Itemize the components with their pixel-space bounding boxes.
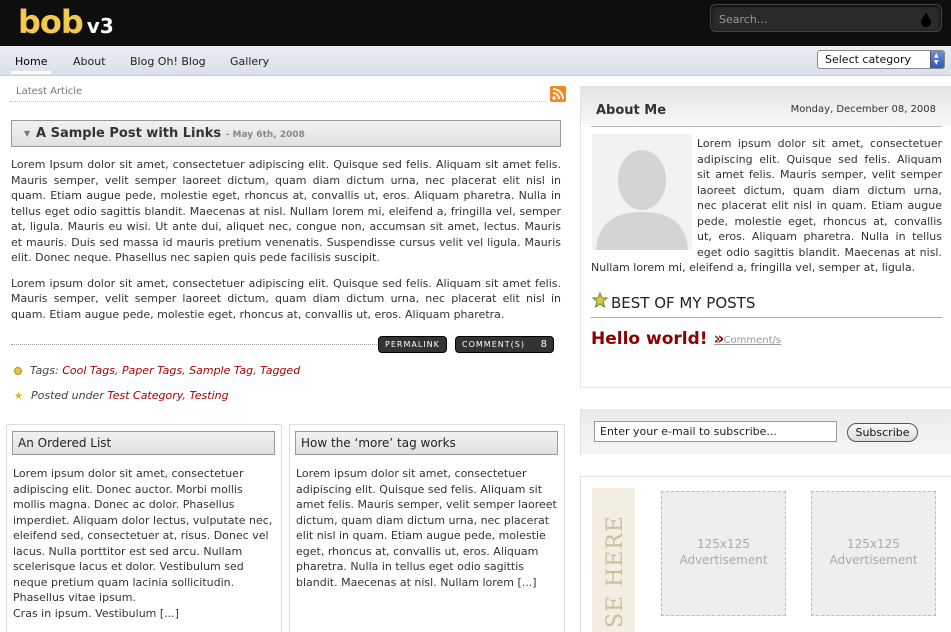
- category-select[interactable]: [817, 50, 945, 69]
- ad-size: 125x125: [697, 537, 750, 551]
- nav-about[interactable]: About: [73, 55, 106, 68]
- divider: [10, 101, 546, 102]
- tag-bullet-icon: [14, 367, 22, 375]
- ads-panel: [580, 476, 951, 632]
- nav-home[interactable]: Home: [15, 55, 48, 68]
- comments-count: 8: [540, 339, 547, 350]
- subscribe-button[interactable]: Subscribe: [847, 423, 918, 442]
- main-nav: [0, 46, 951, 76]
- subscribe-panel: [580, 409, 951, 455]
- post-box: [6, 424, 282, 632]
- ad-label: Advertisement: [829, 553, 918, 567]
- post-tags-row: Tags: Cool Tags, Paper Tags, Sample Tag, Tagged: [14, 364, 300, 377]
- site-logo[interactable]: [18, 3, 114, 41]
- tag-link[interactable]: Tagged: [260, 364, 301, 377]
- ad-slot[interactable]: [661, 491, 786, 616]
- tag-link[interactable]: Sample Tag: [189, 364, 254, 377]
- post-paragraph: Lorem Ipsum dolor sit amet, consectetuer adipiscing elit. Quisque sed felis. Aliquam sit amet felis. Mauris semper, velit semper laoreet dictum, quam diam dictum urna, nec placerat elit nisl in quam. Etiam augue pede, molestie eget, rhoncus at, convallis ut, eros. Aliquam pharetra. Nulla in tellus eget odio sagittis blandit. Maecenas at nisl. Nullam lorem mi, eleifend a, fringilla vel, semper at, ligula. Mauris eu wisi. Ut ante dui, aliquet nec, congue non, accumsan sit amet, lectus. Mauris et mauris. Duis sed massa id mauris pretium venenatis. Suspendisse cursus velit vel ligula. Mauris elit. Donec neque. Phasellus nec sapien quis pede facilisis suscipit.: [11, 158, 561, 264]
- tag-link[interactable]: Cool Tags: [62, 364, 115, 377]
- latest-article-label: Latest Article: [16, 86, 83, 97]
- select-arrows-icon: ▲ ▼: [930, 51, 944, 68]
- tags-prefix: Tags:: [30, 364, 59, 377]
- posted-prefix: Posted under: [30, 389, 104, 402]
- advertise-banner[interactable]: [592, 488, 635, 632]
- about-title: About Me: [596, 103, 667, 118]
- post-body: [11, 157, 561, 332]
- about-me-panel: [580, 86, 951, 388]
- logo-version: v3: [86, 14, 114, 38]
- ad-label: Advertisement: [679, 553, 768, 567]
- search-drop-icon[interactable]: [919, 11, 933, 27]
- rss-icon[interactable]: [550, 86, 566, 102]
- star-bullet-icon: ★: [14, 390, 23, 402]
- best-post-link[interactable]: Hello world! »: [591, 329, 725, 349]
- logo-text: bob: [18, 3, 83, 41]
- divider: [11, 344, 379, 345]
- ad-slot[interactable]: [811, 491, 936, 616]
- post-category-row: ★ Posted under Test Category, Testing: [14, 389, 229, 402]
- box-paragraph: Lorem ipsum dolor sit amet, consectetuer adipiscing elit. Donec auctor. Morbi mollis mollis magna. Donec ac dolor. Phasellus imperdiet. Aliquam dolor lectus, vulputate nec, eleifend sed, consectetuer at, risus. Donec vel lacus. Nulla porttitor est sed arcu. Nullam scelerisque lacus et dolor. Vestibulum sed neque pretium quam lacinia sollicitudin. Phasellus vitae ipsum.: [13, 467, 273, 604]
- category-select-value: Select category: [825, 53, 912, 66]
- box-title[interactable]: An Ordered List: [12, 431, 275, 455]
- best-post-comments[interactable]: 1 Comment/s: [714, 335, 782, 346]
- post-date: - May 6th, 2008: [225, 130, 305, 140]
- collapse-triangle-icon[interactable]: ▼: [24, 129, 31, 138]
- divider: [591, 126, 942, 127]
- search-input[interactable]: [719, 11, 909, 27]
- email-subscribe-input[interactable]: [594, 421, 837, 442]
- best-posts-title: BEST OF MY POSTS: [611, 294, 756, 312]
- box-paragraph: Lorem ipsum dolor sit amet, consectetuer adipiscing elit. Quisque sed felis. Aliquam sit amet felis. Mauris semper, velit semper laoreet dictum, quam diam dictum urna, nec placerat elit nisl in quam. Etiam augue pede, molestie eget, rhoncus at, convallis ut, eros. Aliquam pharetra. Nulla in tellus eget odio sagittis blandit. Maecenas at nisl. Nullam lorem [...]: [296, 467, 557, 589]
- permalink-button[interactable]: PERMALINK: [378, 336, 447, 353]
- comments-label: COMMENT(S): [462, 340, 525, 349]
- box-paragraph: Cras in ipsum. Vestibulum [...]: [13, 606, 179, 620]
- category-link[interactable]: Testing: [189, 389, 229, 402]
- divider: [591, 317, 942, 318]
- box-text: [13, 466, 277, 621]
- star-icon: [592, 292, 608, 308]
- ad-size: 125x125: [847, 537, 900, 551]
- about-date: Monday, December 08, 2008: [790, 104, 936, 115]
- post-box: [289, 424, 565, 632]
- post-header: [11, 120, 561, 147]
- box-text: [296, 466, 560, 590]
- tag-link[interactable]: Paper Tags: [121, 364, 183, 377]
- post-title[interactable]: [36, 126, 305, 141]
- search-box: [710, 4, 942, 32]
- top-header: [0, 0, 951, 46]
- comments-button[interactable]: [455, 336, 554, 353]
- post-title-text[interactable]: A Sample Post with Links: [36, 126, 222, 141]
- nav-gallery[interactable]: Gallery: [230, 55, 270, 68]
- category-link[interactable]: Test Category: [107, 389, 183, 402]
- about-header: [581, 86, 951, 126]
- banner-text: SE HERE: [603, 515, 628, 628]
- box-title[interactable]: How the ‘more’ tag works: [295, 431, 558, 455]
- nav-blog[interactable]: Blog Oh! Blog: [130, 55, 206, 68]
- post-paragraph: Lorem ipsum dolor sit amet, consectetuer adipiscing elit. Quisque sed felis. Aliquam sit amet felis. Mauris semper, velit semper laoreet dictum, quam diam dictum urna, nec placerat elit nisl in quam. Etiam augue pede, molestie eget, rhoncus at, convallis ut, eros. Aliquam pharetra.: [11, 276, 561, 321]
- about-text: Lorem ipsum dolor sit amet, consectetuer adipiscing elit. Quisque sed felis. Aliquam sit amet felis. Mauris semper, velit semper laoreet dictum, quam diam dictum urna, nec placerat elit nisl in quam. Etiam augue pede, molestie eget, rhoncus at, convallis ut, eros. Aliquam pharetra. Nulla in tellus eget odio sagittis blandit. Maecenas at nisl. Nullam lorem mi, eleifend a, fringilla vel, semper at, ligula.: [591, 137, 942, 274]
